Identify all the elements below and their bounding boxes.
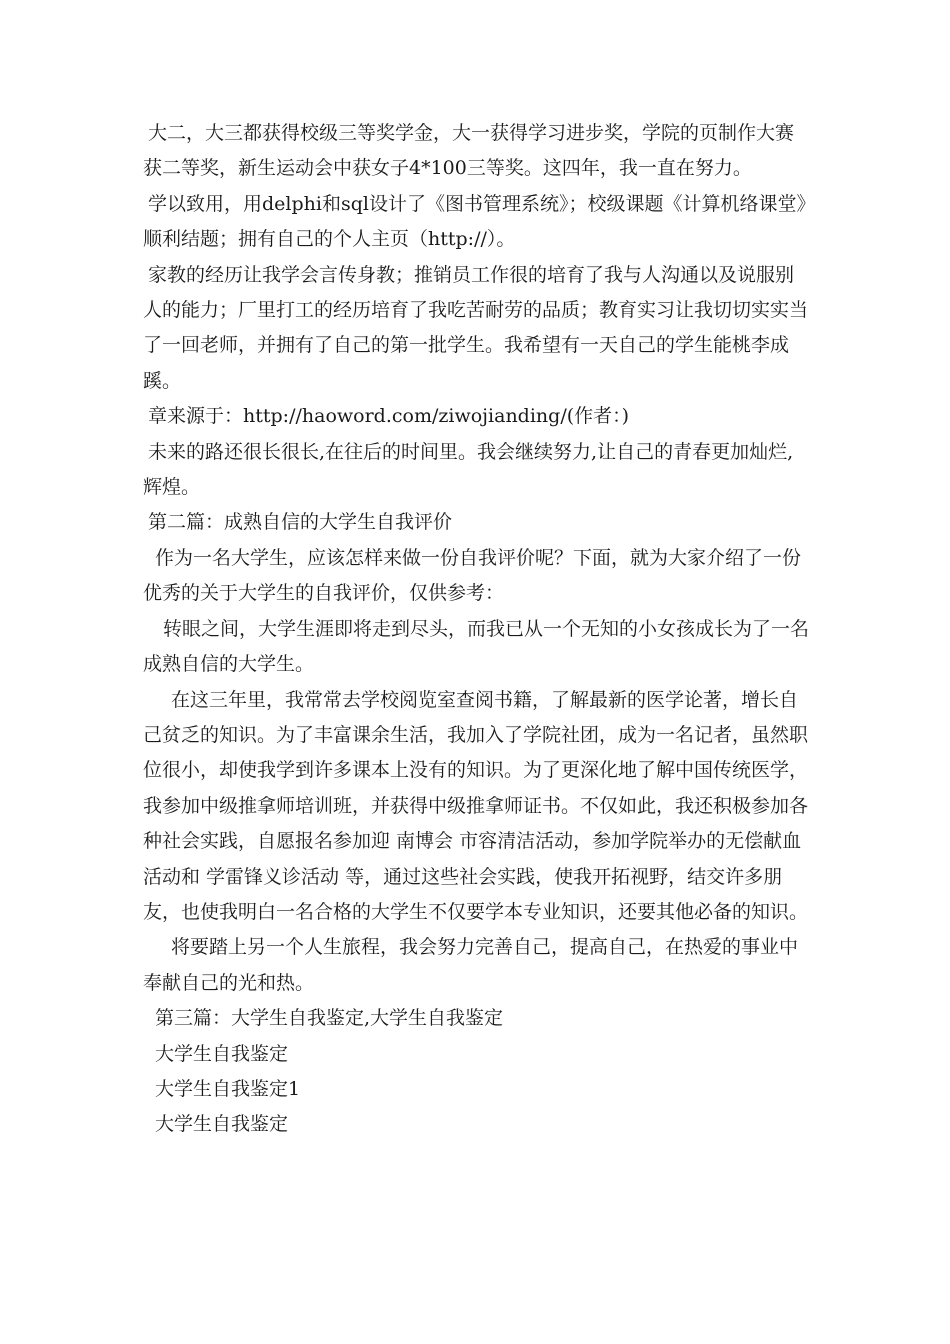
paragraph-transition: 转眼之间，大学生涯即将走到尽头，而我已从一个无知的小女孩成长为了一名成熟自信的大学生。 bbox=[143, 617, 810, 676]
section-heading-2: 第二篇：成熟自信的大学生自我评价 bbox=[148, 511, 453, 534]
subheading-1: 大学生自我鉴定 bbox=[155, 1042, 289, 1065]
subheading-3: 大学生自我鉴定 bbox=[155, 1113, 289, 1136]
paragraph-experience: 家教的经历让我学会言传身教；推销员工作很的培育了我与人沟通以及说服别人的能力；厂里打工的经历培育了我吃苦耐劳的品质；教育实习让我切切实实当了一回老师，并拥有了自己的第一批学生。我希望有一天自己的学生能桃李成蹊。 bbox=[143, 263, 809, 392]
section-heading-3: 第三篇：大学生自我鉴定,大学生自我鉴定 bbox=[155, 1007, 504, 1030]
paragraph-source: 章来源于：http://haoword.com/ziwojianding/(作者：) bbox=[148, 405, 630, 428]
subheading-2: 大学生自我鉴定1 bbox=[155, 1077, 301, 1100]
paragraph-awards: 大二，大三都获得校级三等奖学金，大一获得学习进步奖，学院的页制作大赛获二等奖，新生运动会中获女子4*100三等奖。这四年，我一直在努力。 bbox=[143, 122, 795, 180]
paragraph-three-years: 在这三年里，我常常去学校阅览室查阅书籍，了解最新的医学论著，增长自己贫乏的知识。为了丰富课余生活，我加入了学院社团，成为一名记者，虽然职位很小，却使我学到许多课本上没有的知识。为了更深化地了解中国传统医学，我参加中级推拿师培训班，并获得中级推拿师证书。不仅如此，我还积极参加各种社会实践，自愿报名参加迎 南博会 市容清洁活动，参加学院举办的无偿献血活动和 学雷锋义诊活动 等，通过这些社会实践，使我开拓视野，结交许多朋友，也使我明白一名合格的大学生不仅要学本专业知识，还要其他必备的知识。 bbox=[143, 688, 809, 923]
document-body bbox=[143, 116, 809, 1143]
paragraph-closing: 将要踏上另一个人生旅程，我会努力完善自己，提高自己，在热爱的事业中奉献自己的光和热。 bbox=[143, 936, 799, 994]
paragraph-intro: 作为一名大学生，应该怎样来做一份自我评价呢？下面，就为大家介绍了一份优秀的关于大学生的自我评价，仅供参考： bbox=[143, 546, 802, 605]
paragraph-future: 未来的路还很长很长,在往后的时间里。我会继续努力,让自己的青春更加灿烂,辉煌。 bbox=[143, 440, 794, 499]
paragraph-projects: 学以致用，用delphi和sql设计了《图书管理系统》；校级课题《计算机络课堂》顺利结题；拥有自己的个人主页（http://）。 bbox=[143, 192, 806, 251]
